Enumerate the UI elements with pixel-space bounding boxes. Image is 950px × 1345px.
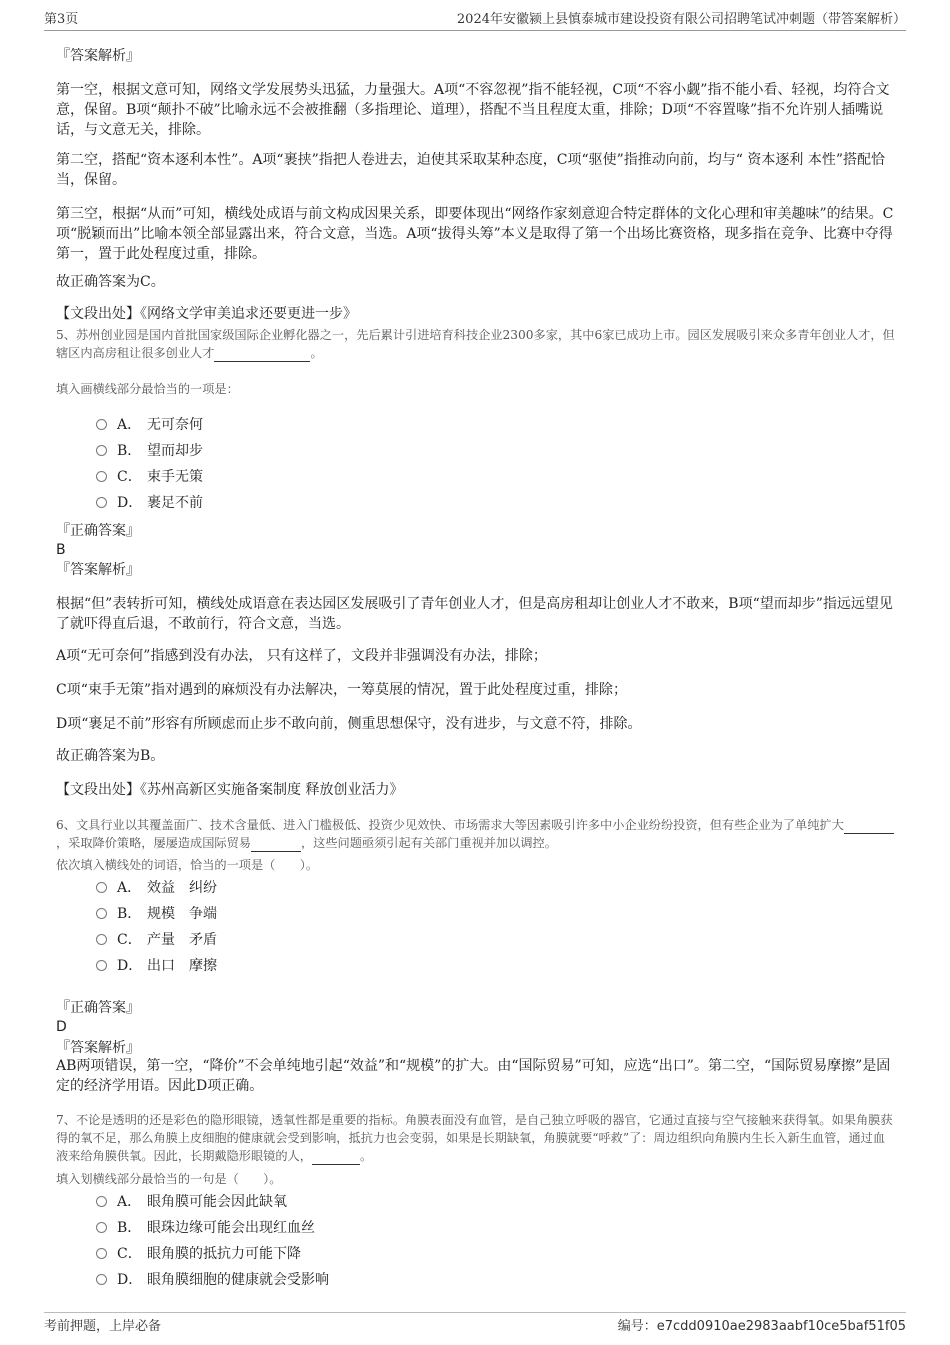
q7-stem-end: 。 [359, 1149, 373, 1163]
option-text: 效益 纠纷 [147, 880, 217, 896]
q6-stem [56, 816, 896, 852]
q5-stem-end: 。 [310, 346, 323, 360]
q5-blank [214, 347, 310, 362]
radio-icon[interactable] [96, 471, 107, 482]
radio-icon[interactable] [96, 882, 107, 893]
q7-option-a[interactable] [96, 1192, 287, 1212]
q5-instruction: 填入画横线部分最恰当的一项是： [56, 382, 239, 396]
page-number: 第3页 [44, 12, 79, 27]
option-letter: A． [117, 880, 142, 896]
q6-stem-text-c: ，这些问题亟须引起有关部门重视并加以调控。 [301, 836, 557, 850]
option-text: 眼角膜细胞的健康就会受影响 [147, 1272, 329, 1288]
q4-conclusion: 故正确答案为C。 [56, 274, 165, 290]
option-text: 束手无策 [147, 469, 203, 485]
radio-icon[interactable] [96, 934, 107, 945]
q4-analysis-label: 『答案解析』 [56, 48, 140, 64]
q5-stem-text: 5、苏州创业园是国内首批国家级国际企业孵化器之一，先后累计引进培育科技企业2300多家，其中6家已成功上市。园区发展吸引来众多青年创业人才，但辖区内高房租让很多创业人才 [56, 328, 895, 360]
q5-analysis-label: 『答案解析』 [56, 562, 140, 578]
q7-stem [56, 1111, 896, 1165]
option-letter: D． [117, 495, 143, 511]
document-title: 2024年安徽颍上县慎泰城市建设投资有限公司招聘笔试冲刺题（带答案解析） [456, 12, 906, 27]
q5-conclusion: 故正确答案为B。 [56, 748, 165, 764]
q5-answer: B [56, 542, 66, 558]
q7-option-d[interactable] [96, 1270, 329, 1290]
q5-analysis-para-3: C项“束手无策”指对遇到的麻烦没有办法解决，一筹莫展的情况，置于此处程度过重，排除； [56, 682, 628, 698]
q6-analysis-label: 『答案解析』 [56, 1040, 140, 1056]
q6-analysis: AB两项错误，第一空，“降价”不会单纯地引起“效益”和“规模”的扩大。由“国际贸易”可知，应选“出口”。第二空，“国际贸易摩擦”是固定的经济学用语。因此D项正确。 [56, 1058, 891, 1094]
q7-blank [312, 1150, 360, 1165]
option-text: 眼角膜的抵抗力可能下降 [147, 1246, 301, 1262]
option-letter: D． [117, 958, 143, 974]
q6-blank-1 [844, 819, 894, 834]
option-text: 望而却步 [147, 443, 203, 459]
radio-icon[interactable] [96, 497, 107, 508]
option-text: 出口 摩擦 [147, 958, 217, 974]
q5-answer-label: 『正确答案』 [56, 523, 140, 539]
q6-answer-label: 『正确答案』 [56, 1000, 140, 1016]
footer-divider [44, 1312, 906, 1313]
radio-icon[interactable] [96, 908, 107, 919]
header-divider [44, 30, 906, 31]
option-letter: C． [117, 932, 142, 948]
q7-stem-text: 7、不论是透明的还是彩色的隐形眼镜，透氧性都是重要的指标。角膜表面没有血管，是自己独立呼吸的器官，它通过直接与空气接触来获得氧。如果角膜获得的氧不足，那么角膜上皮细胞的健康就会受到影响，抵抗力也会变弱，如果是长期缺氧，角膜就要“呼救”了：周边组织向角膜内生长入新生血管，通过血液来给角膜供氧。因此，长期戴隐形眼镜的人， [56, 1113, 893, 1163]
document-id: 编号：e7cdd0910ae2983aabf10ce5baf51f05 [617, 1319, 906, 1334]
option-text: 规模 争端 [147, 906, 217, 922]
q5-option-d[interactable] [96, 493, 203, 513]
option-text: 无可奈何 [147, 417, 203, 433]
q6-option-b[interactable] [96, 904, 217, 924]
radio-icon[interactable] [96, 1222, 107, 1233]
radio-icon[interactable] [96, 1248, 107, 1259]
q5-option-b[interactable] [96, 441, 203, 461]
radio-icon[interactable] [96, 445, 107, 456]
footer-slogan: 考前押题，上岸必备 [44, 1319, 162, 1334]
option-text: 眼角膜可能会因此缺氧 [147, 1194, 287, 1210]
option-letter: A． [117, 1194, 142, 1210]
q5-analysis-para-1: 根据“但”表转折可知，横线处成语意在表达园区发展吸引了青年创业人才，但是高房租却让创业人才不敢来，B项“望而却步”指远远望见了就吓得直后退，不敢前行，符合文意，当选。 [56, 596, 893, 632]
q7-instruction: 填入划横线部分最恰当的一句是（ ）。 [56, 1172, 282, 1186]
option-letter: A． [117, 417, 142, 433]
option-text: 裹足不前 [147, 495, 203, 511]
q6-option-d[interactable] [96, 956, 217, 976]
page-header [44, 8, 906, 32]
q6-stem-text-a: 6、文具行业以其覆盖面广、技术含量低、进入门槛极低、投资少见效快、市场需求大等因素吸引许多中小企业纷纷投资，但有些企业为了单纯扩大 [56, 818, 844, 832]
option-text: 眼珠边缘可能会出现红血丝 [147, 1220, 315, 1236]
q4-source: 【文段出处】《网络文学审美追求还要更进一步》 [56, 306, 357, 322]
q6-option-a[interactable] [96, 878, 217, 898]
radio-icon[interactable] [96, 1196, 107, 1207]
option-letter: B． [117, 1220, 142, 1236]
q4-analysis-para-3: 第三空，根据“从而”可知，横线处成语与前文构成因果关系，即要体现出“网络作家刻意迎合特定群体的文化心理和审美趣味”的结果。C项“脱颖而出”比喻本领全部显露出来，符合文意，当选。A项“拔得头筹”本义是取得了第一个出场比赛资格，现多指在竞争、比赛中夺得第一，置于此处程度过重，排除。 [56, 206, 894, 262]
option-text: 产量 矛盾 [147, 932, 217, 948]
q6-blank-2 [251, 837, 301, 852]
q6-option-c[interactable] [96, 930, 217, 950]
q5-option-a[interactable] [96, 415, 203, 435]
q5-source: 【文段出处】《苏州高新区实施备案制度 释放创业活力》 [56, 782, 404, 798]
q7-option-b[interactable] [96, 1218, 315, 1238]
radio-icon[interactable] [96, 419, 107, 430]
q4-analysis-para-1: 第一空，根据文意可知，网络文学发展势头迅猛，力量强大。A项“不容忽视”指不能轻视，C项“不容小觑”指不能小看、轻视，均符合文意，保留。B项“颠扑不破”比喻永远不会被推翻（多指理论、道理），搭配不当且程度太重，排除；D项“不容置喙”指不允许别人插嘴说话，与文意无关，排除。 [56, 82, 890, 138]
q5-analysis-para-4: D项“裹足不前”形容有所顾虑而止步不敢向前，侧重思想保守，没有进步，与文意不符，排除。 [56, 716, 642, 732]
option-letter: C． [117, 1246, 142, 1262]
q5-option-c[interactable] [96, 467, 203, 487]
q6-answer: D [56, 1019, 67, 1035]
q5-analysis-para-2: A项“无可奈何”指感到没有办法， 只有这样了，文段并非强调没有办法，排除； [56, 648, 547, 664]
q4-analysis-para-2: 第二空，搭配“资本逐利本性”。A项“裹挟”指把人卷进去，迫使其采取某种态度，C项“驱使”指推动向前，均与“ 资本逐利 本性”搭配恰当，保留。 [56, 152, 885, 188]
option-letter: B． [117, 443, 142, 459]
radio-icon[interactable] [96, 960, 107, 971]
radio-icon[interactable] [96, 1274, 107, 1285]
option-letter: C． [117, 469, 142, 485]
option-letter: B． [117, 906, 142, 922]
q6-instruction: 依次填入横线处的词语，恰当的一项是（ ）。 [56, 858, 319, 872]
q5-stem [56, 326, 896, 362]
option-letter: D． [117, 1272, 143, 1288]
q7-option-c[interactable] [96, 1244, 301, 1264]
q6-stem-text-b: ，采取降价策略，屡屡造成国际贸易 [56, 836, 251, 850]
